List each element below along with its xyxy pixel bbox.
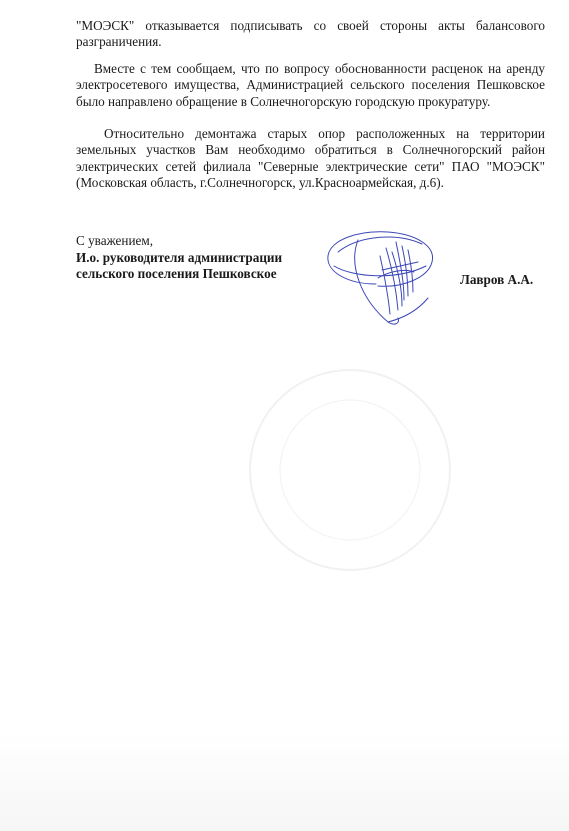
greeting: С уважением, xyxy=(76,233,153,248)
position-line-2: сельского поселения Пешковское xyxy=(76,266,277,282)
position-line-1: И.о. руководителя администрации xyxy=(76,249,283,265)
faint-bleed-through-mark xyxy=(240,360,460,580)
signer-name: Лавров А.А. xyxy=(460,272,534,287)
paragraph-2: Вместе с тем сообщаем, что по вопросу обоснованности расценок на аренду электросетевого имущества, Администрацией сельского поселения Пешковское было направлено обращение в Солнечногорскую городскую прокуратуру. xyxy=(76,61,545,109)
paragraph-3: Относительно демонтажа старых опор расположенных на территории земельных участков Вам необходимо обратиться в Солнечногорский район электрических сетей филиала "Северные электрические сети" ПАО "МОЭСК" (Московская область, г.Солнечногорск, ул.Красноармейская, д.6). xyxy=(76,126,545,191)
handwritten-signature xyxy=(318,222,443,332)
paragraph-1: "МОЭСК" отказывается подписывать со своей стороны акты балансового разграничения. xyxy=(76,18,545,50)
closing-block xyxy=(76,233,282,283)
